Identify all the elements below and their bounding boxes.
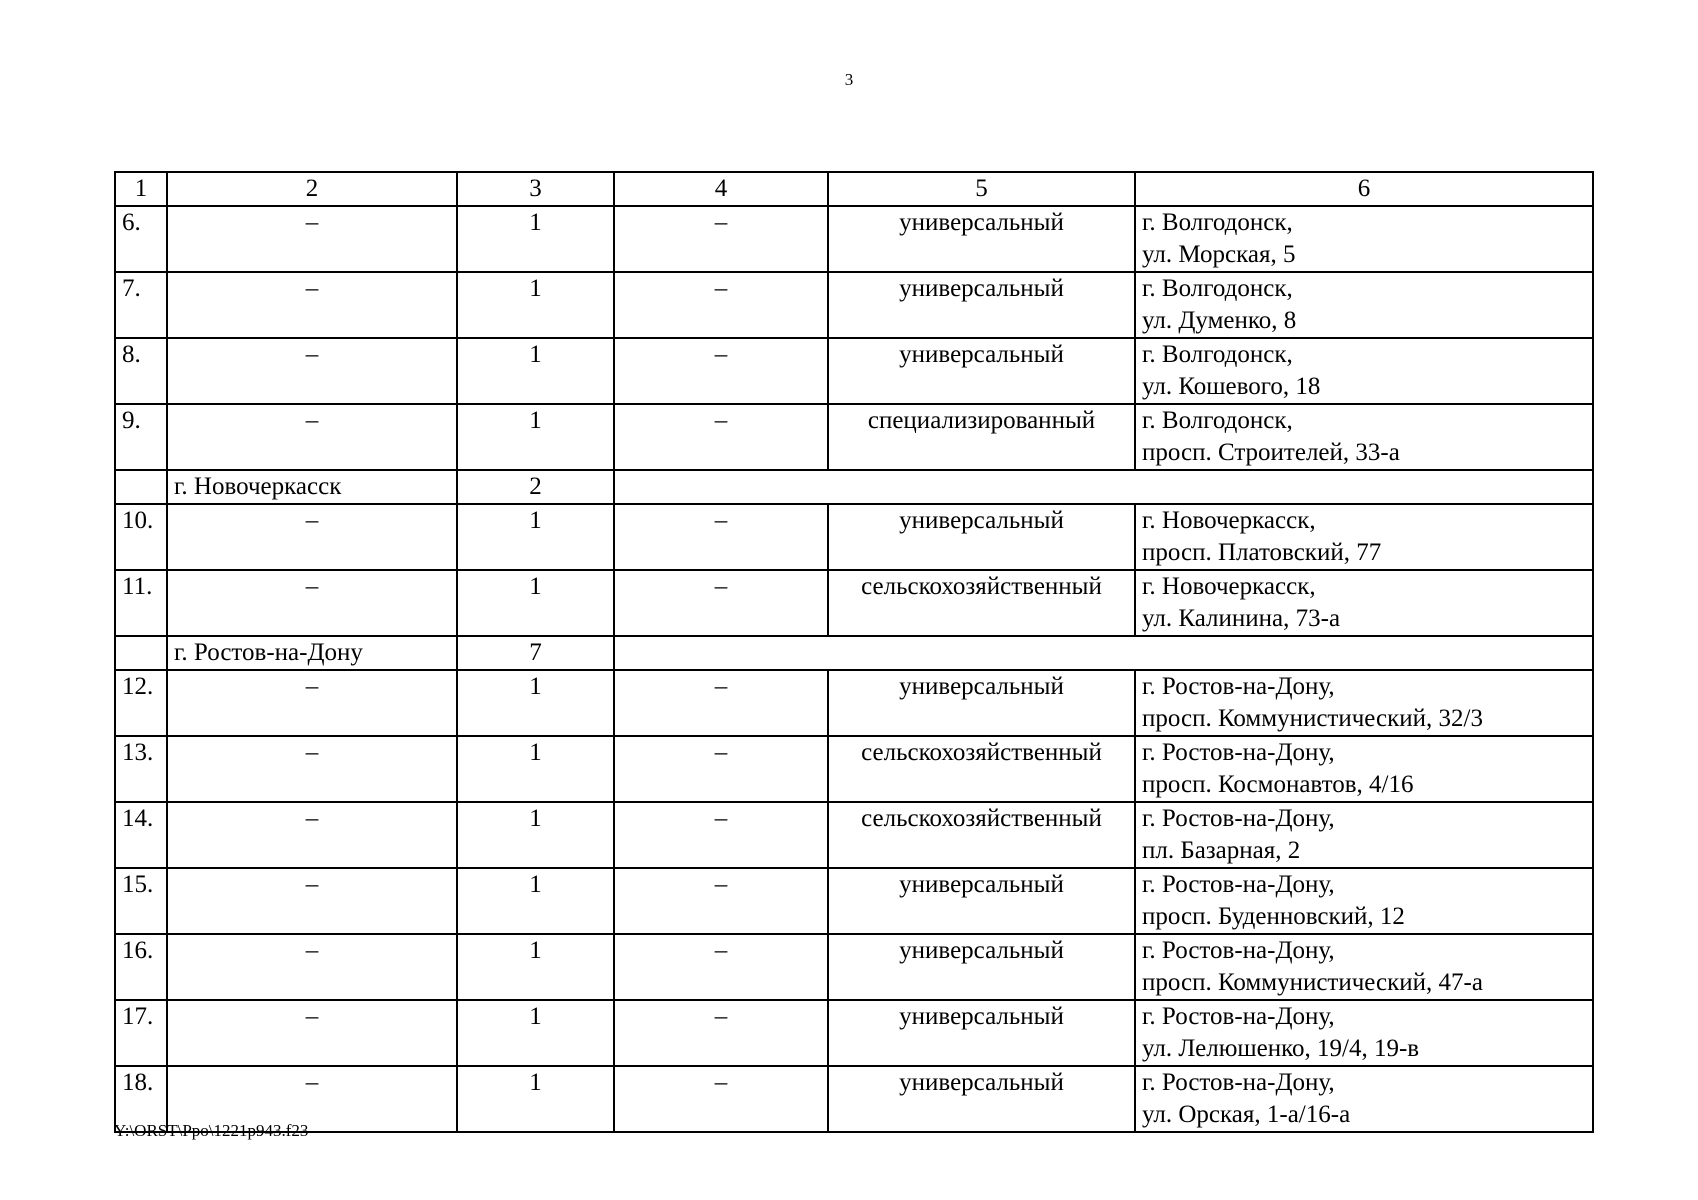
row-number-cell: 17. xyxy=(115,1000,167,1066)
address-street: ул. Думенко, 8 xyxy=(1142,307,1297,334)
address-city: г. Ростов-на-Дону, xyxy=(1142,937,1335,964)
column-4-cell: – xyxy=(614,504,828,570)
table-row xyxy=(115,1000,1593,1066)
address-street: просп. Коммунистический, 32/3 xyxy=(1142,705,1483,732)
header-cell: 2 xyxy=(167,172,457,206)
address-street: ул. Морская, 5 xyxy=(1142,241,1296,268)
address-cell xyxy=(1135,272,1593,338)
market-type-cell: универсальный xyxy=(828,1066,1135,1132)
row-number-cell: 12. xyxy=(115,670,167,736)
address-city: г. Ростов-на-Дону, xyxy=(1142,1003,1335,1030)
address-cell xyxy=(1135,868,1593,934)
table-row xyxy=(115,1066,1593,1132)
header-cell: 5 xyxy=(828,172,1135,206)
row-number-cell: 9. xyxy=(115,404,167,470)
address-city: г. Ростов-на-Дону, xyxy=(1142,805,1335,832)
column-2-cell: – xyxy=(167,670,457,736)
address-city: г. Ростов-на-Дону, xyxy=(1142,871,1335,898)
market-type-cell: универсальный xyxy=(828,504,1135,570)
market-type-cell: сельскохозяйственный xyxy=(828,736,1135,802)
row-number-cell: 11. xyxy=(115,570,167,636)
market-type-cell: универсальный xyxy=(828,868,1135,934)
column-2-cell: – xyxy=(167,206,457,272)
row-number-cell: 13. xyxy=(115,736,167,802)
header-cell: 3 xyxy=(457,172,614,206)
table-row xyxy=(115,272,1593,338)
address-cell xyxy=(1135,570,1593,636)
places-count-cell: 1 xyxy=(457,736,614,802)
row-number-cell: 10. xyxy=(115,504,167,570)
market-type-cell: универсальный xyxy=(828,934,1135,1000)
column-2-cell: – xyxy=(167,934,457,1000)
row-number-cell: 6. xyxy=(115,206,167,272)
address-street: просп. Строителей, 33-а xyxy=(1142,439,1400,466)
address-street: ул. Орская, 1-а/16-а xyxy=(1142,1101,1351,1128)
header-cell: 6 xyxy=(1135,172,1593,206)
group-count: 7 xyxy=(457,636,614,670)
address-street: просп. Платовский, 77 xyxy=(1142,539,1382,566)
address-cell xyxy=(1135,338,1593,404)
address-street: пл. Базарная, 2 xyxy=(1142,837,1301,864)
column-4-cell: – xyxy=(614,802,828,868)
address-cell xyxy=(1135,404,1593,470)
column-4-cell: – xyxy=(614,736,828,802)
places-count-cell: 1 xyxy=(457,272,614,338)
address-city: г. Новочеркасск, xyxy=(1142,507,1316,534)
table-row xyxy=(115,404,1593,470)
column-4-cell: – xyxy=(614,338,828,404)
table-body xyxy=(115,172,1593,1132)
row-number-cell: 18. xyxy=(115,1066,167,1132)
table-row xyxy=(115,934,1593,1000)
column-2-cell: – xyxy=(167,404,457,470)
table-row xyxy=(115,670,1593,736)
table-row xyxy=(115,868,1593,934)
address-cell xyxy=(1135,736,1593,802)
address-cell xyxy=(1135,670,1593,736)
places-count-cell: 1 xyxy=(457,1066,614,1132)
column-4-cell: – xyxy=(614,868,828,934)
column-2-cell: – xyxy=(167,1000,457,1066)
column-2-cell: – xyxy=(167,1066,457,1132)
address-city: г. Ростов-на-Дону, xyxy=(1142,739,1335,766)
places-count-cell: 1 xyxy=(457,570,614,636)
column-4-cell: – xyxy=(614,1066,828,1132)
row-number-cell xyxy=(115,470,167,504)
places-count-cell: 1 xyxy=(457,404,614,470)
column-2-cell: – xyxy=(167,868,457,934)
address-cell xyxy=(1135,802,1593,868)
places-count-cell: 1 xyxy=(457,670,614,736)
table-row xyxy=(115,802,1593,868)
address-city: г. Ростов-на-Дону, xyxy=(1142,673,1335,700)
table-row xyxy=(115,736,1593,802)
address-cell xyxy=(1135,1000,1593,1066)
market-type-cell: универсальный xyxy=(828,1000,1135,1066)
address-cell xyxy=(1135,504,1593,570)
row-number-cell: 8. xyxy=(115,338,167,404)
column-4-cell: – xyxy=(614,404,828,470)
group-empty-span xyxy=(614,636,1593,670)
group-row xyxy=(115,636,1593,670)
column-4-cell: – xyxy=(614,1000,828,1066)
column-4-cell: – xyxy=(614,206,828,272)
row-number-cell xyxy=(115,636,167,670)
column-2-cell: – xyxy=(167,736,457,802)
places-count-cell: 1 xyxy=(457,802,614,868)
address-street: просп. Космонавтов, 4/16 xyxy=(1142,771,1414,798)
column-4-cell: – xyxy=(614,670,828,736)
address-city: г. Новочеркасск, xyxy=(1142,573,1316,600)
group-city-name: г. Ростов-на-Дону xyxy=(167,636,457,670)
table-row xyxy=(115,206,1593,272)
address-cell xyxy=(1135,206,1593,272)
places-count-cell: 1 xyxy=(457,338,614,404)
row-number-cell: 16. xyxy=(115,934,167,1000)
market-type-cell: универсальный xyxy=(828,272,1135,338)
column-2-cell: – xyxy=(167,570,457,636)
market-type-cell: специализированный xyxy=(828,404,1135,470)
table-header-row xyxy=(115,172,1593,206)
market-type-cell: универсальный xyxy=(828,206,1135,272)
column-2-cell: – xyxy=(167,504,457,570)
table-row xyxy=(115,338,1593,404)
places-count-cell: 1 xyxy=(457,504,614,570)
market-type-cell: универсальный xyxy=(828,338,1135,404)
market-type-cell: универсальный xyxy=(828,670,1135,736)
places-count-cell: 1 xyxy=(457,868,614,934)
table-row xyxy=(115,504,1593,570)
column-4-cell: – xyxy=(614,934,828,1000)
places-count-cell: 1 xyxy=(457,206,614,272)
group-count: 2 xyxy=(457,470,614,504)
address-street: ул. Калинина, 73-а xyxy=(1142,605,1341,632)
group-row xyxy=(115,470,1593,504)
address-street: ул. Лелюшенко, 19/4, 19-в xyxy=(1142,1035,1420,1062)
places-count-cell: 1 xyxy=(457,1000,614,1066)
column-4-cell: – xyxy=(614,272,828,338)
address-street: просп. Буденновский, 12 xyxy=(1142,903,1405,930)
header-cell: 1 xyxy=(115,172,167,206)
table-row xyxy=(115,570,1593,636)
address-street: ул. Кошевого, 18 xyxy=(1142,373,1321,400)
row-number-cell: 15. xyxy=(115,868,167,934)
markets-table xyxy=(114,171,1594,1133)
market-type-cell: сельскохозяйственный xyxy=(828,570,1135,636)
file-path-footer: Y:\ORST\Ppo\1221p943.f23 xyxy=(114,1121,309,1140)
address-city: г. Волгодонск, xyxy=(1142,341,1293,368)
page-number: 3 xyxy=(844,70,854,89)
column-2-cell: – xyxy=(167,272,457,338)
address-city: г. Ростов-на-Дону, xyxy=(1142,1069,1335,1096)
column-2-cell: – xyxy=(167,802,457,868)
column-2-cell: – xyxy=(167,338,457,404)
address-cell xyxy=(1135,934,1593,1000)
column-4-cell: – xyxy=(614,570,828,636)
row-number-cell: 7. xyxy=(115,272,167,338)
address-city: г. Волгодонск, xyxy=(1142,209,1293,236)
market-type-cell: сельскохозяйственный xyxy=(828,802,1135,868)
header-cell: 4 xyxy=(614,172,828,206)
address-cell xyxy=(1135,1066,1593,1132)
group-empty-span xyxy=(614,470,1593,504)
address-city: г. Волгодонск, xyxy=(1142,407,1293,434)
address-city: г. Волгодонск, xyxy=(1142,275,1293,302)
places-count-cell: 1 xyxy=(457,934,614,1000)
group-city-name: г. Новочеркасск xyxy=(167,470,457,504)
address-street: просп. Коммунистический, 47-а xyxy=(1142,969,1483,996)
row-number-cell: 14. xyxy=(115,802,167,868)
